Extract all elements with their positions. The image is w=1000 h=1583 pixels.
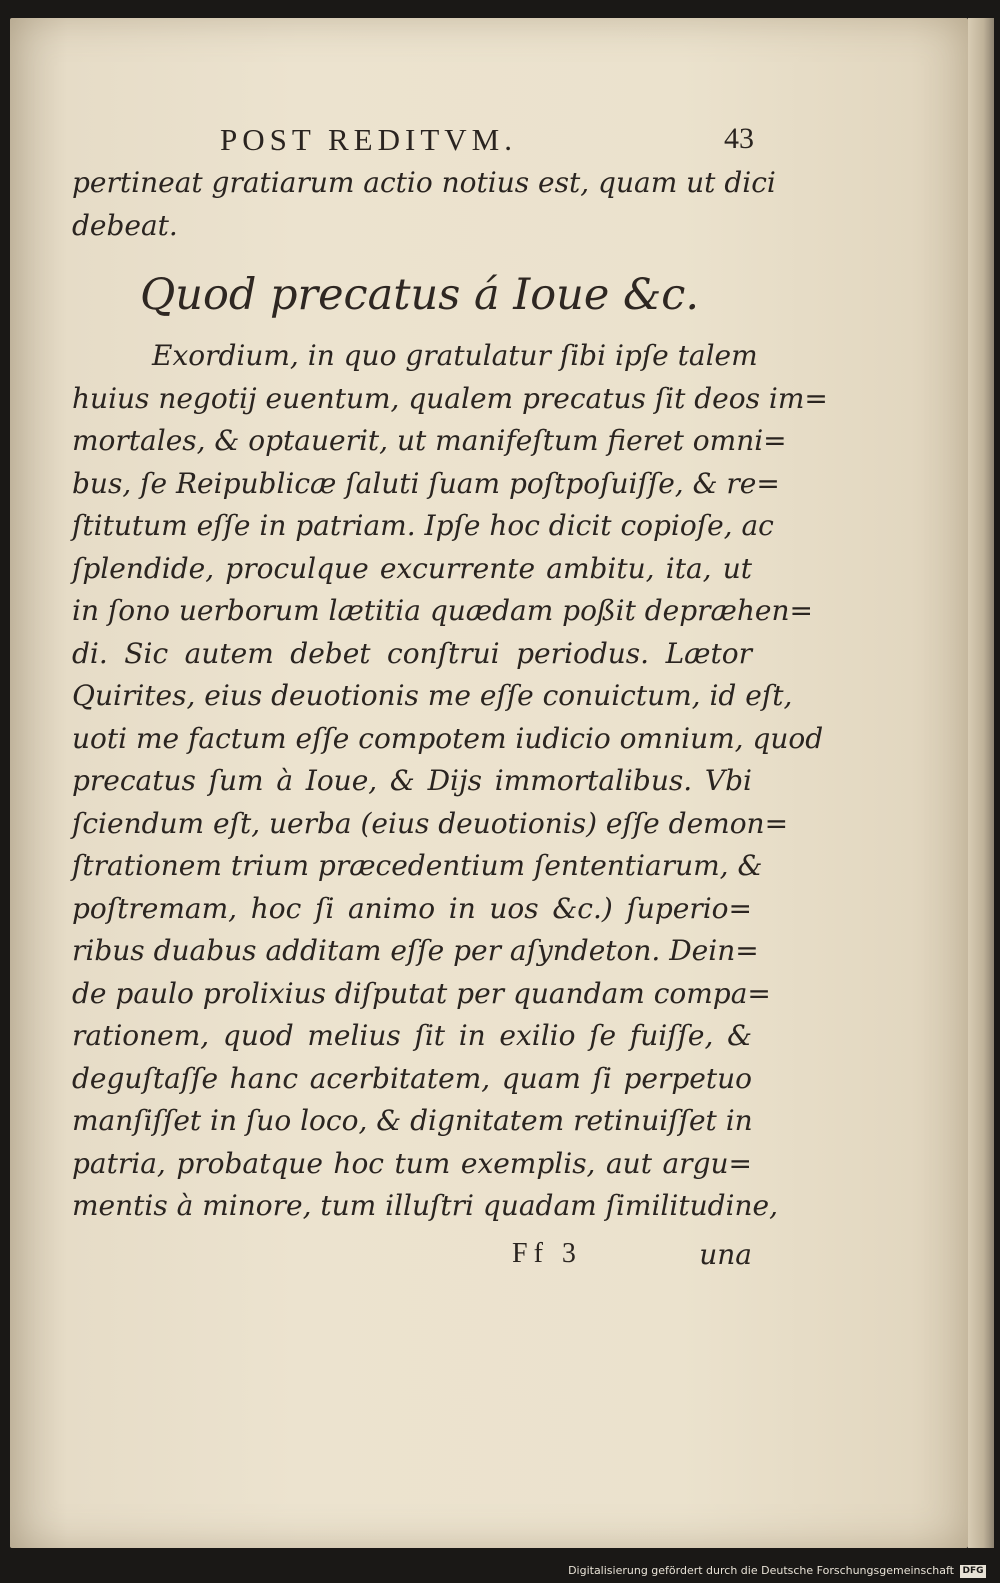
- text-line: uoti me factum eſſe compotem iudicio omnium, quod: [72, 721, 824, 755]
- catchword: una: [699, 1237, 752, 1271]
- text-line: poſtremam, hoc ſi animo in uos &c.) ſuperio=: [72, 891, 752, 925]
- page-footer: [72, 1232, 752, 1276]
- text-line: debeat.: [72, 208, 178, 242]
- digitization-credit: Digitalisierung gefördert durch die Deutsche Forschungsgemeinschaft: [568, 1564, 954, 1577]
- body-text: [72, 335, 828, 1228]
- text-line: bus, ſe Reipublicæ ſaluti ſuam poſtpoſuiſſe, & re=: [72, 466, 780, 500]
- page-number: 43: [724, 122, 754, 155]
- text-line: Quirites, eius deuotionis me eſſe conuictum, id eſt,: [72, 679, 793, 712]
- text-line: ſtitutum eſſe in patriam. Ipſe hoc dicit copioſe, ac: [72, 509, 774, 542]
- text-line: precatus ſum à Ioue, & Dijs immortalibus. Vbi: [72, 764, 752, 797]
- text-line: mortales, & optauerit, ut manifeſtum fieret omni=: [72, 424, 787, 457]
- text-line: di. Sic autem debet conſtrui periodus. Lætor: [72, 636, 752, 670]
- text-block: [72, 112, 828, 1276]
- text-line: pertineat gratiarum actio notius est, quam ut dici: [72, 166, 776, 199]
- text-line: mentis à minore, tum illuſtri quadam ſimilitudine,: [72, 1189, 778, 1222]
- text-line: rationem, quod melius ſit in exilio ſe fuiſſe, &: [72, 1019, 752, 1052]
- text-line: in ſono uerborum lætitia quædam poßit depræhen=: [72, 594, 813, 627]
- text-line: ſciendum eſt, uerba (eius deuotionis) eſſe demon=: [72, 806, 789, 840]
- page-header: [72, 112, 752, 162]
- text-line: ribus duabus additam eſſe per aſyndeton. Dein=: [72, 934, 759, 967]
- text-line: Exordium, in quo gratulatur ſibi ipſe talem: [152, 339, 758, 372]
- dfg-logo: DFG: [960, 1565, 986, 1578]
- running-head: POST REDITVM.: [220, 122, 517, 157]
- section-heading: Quod precatus á Ioue &c.: [140, 270, 699, 320]
- page-edge: [968, 18, 994, 1548]
- text-line: patria, probatque hoc tum exemplis, aut argu=: [72, 1146, 752, 1180]
- text-line: ſplendide, proculque excurrente ambitu, ita, ut: [72, 551, 752, 585]
- text-line: huius negotij euentum, qualem precatus ſit deos im=: [72, 381, 828, 415]
- text-line: deguſtaſſe hanc acerbitatem, quam ſi perpetuo: [72, 1061, 752, 1095]
- text-line: manſiſſet in ſuo loco, & dignitatem retinuiſſet in: [72, 1104, 753, 1137]
- text-line: ſtrationem trium præcedentium ſententiarum, &: [72, 849, 763, 882]
- signature-mark: Ff 3: [512, 1237, 582, 1269]
- text-line: de paulo prolixius diſputat per quandam compa=: [72, 976, 771, 1010]
